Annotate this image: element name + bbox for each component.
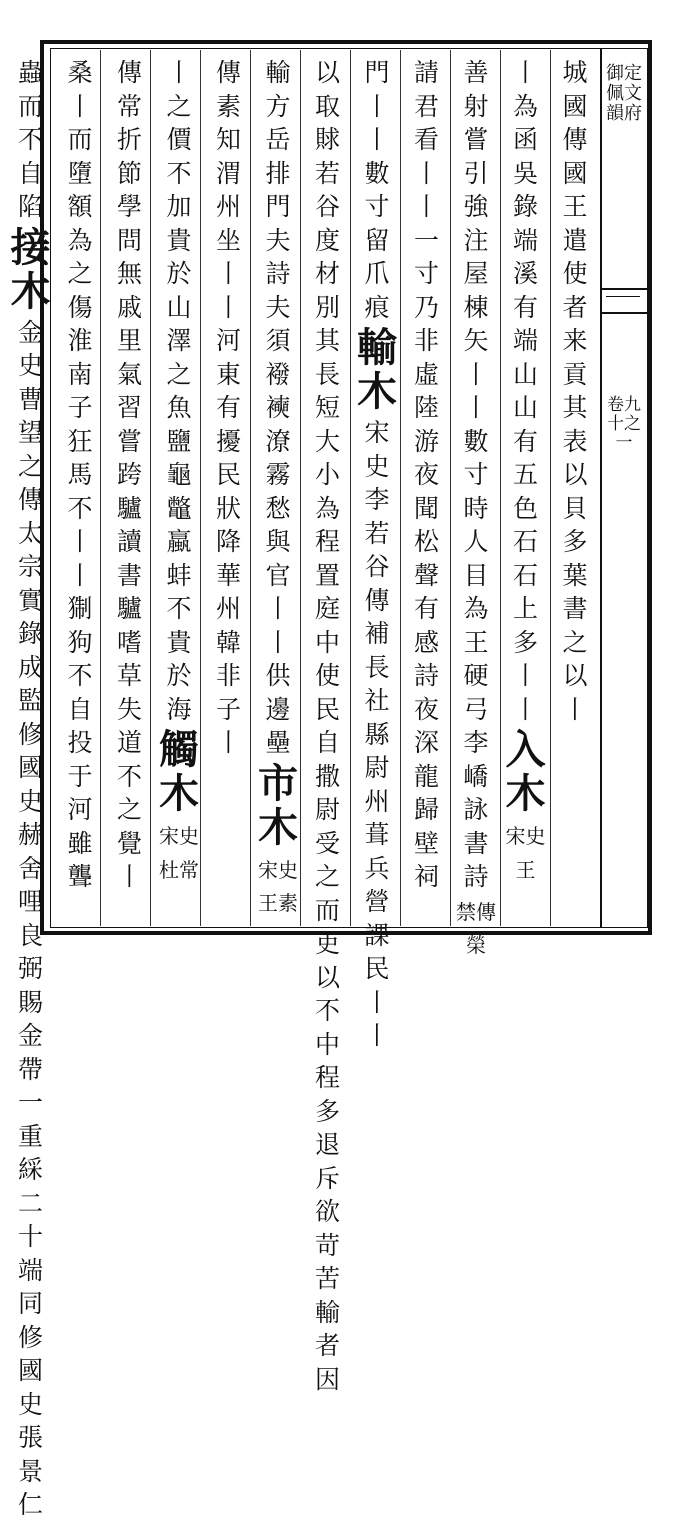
body-text: 以取賕若谷度材別其長短大小為程置庭中使民自 — [314, 58, 340, 757]
page-margin-strip — [600, 48, 648, 928]
column-rule — [550, 50, 551, 926]
column-rule — [400, 50, 401, 926]
column-rule — [450, 50, 451, 926]
annotation-text: 宋史王素 — [258, 857, 298, 915]
fishtail-mark — [600, 288, 648, 314]
text-column — [58, 56, 102, 894]
body-text: 丨之價不加貴於山澤之魚鹽龜鼈蠃蚌不貴於海 — [166, 58, 192, 724]
text-column — [9, 56, 53, 1522]
text-column — [405, 56, 449, 894]
annotation-text: 宋史王 — [505, 824, 546, 882]
text-column — [504, 56, 548, 885]
body-text: 宋史李若谷傳補長社縣尉州葺兵營課民丨丨 — [364, 418, 390, 1050]
body-text: 善射嘗引強注屋棟矢丨丨數寸時人目為王硬弓李嶠詠書詩 — [463, 58, 489, 891]
annotation-text: 宋史杜常 — [159, 824, 199, 882]
column-rule — [350, 50, 351, 926]
text-column — [355, 56, 399, 1053]
entry-heading: 輸木 — [357, 324, 397, 415]
body-text: 撒尉受之而吏以不中程多退斥欲苛苦輸者因 — [314, 761, 340, 1394]
body-text: 金史曹望之傳太宗實錄成監修國史赫舍哩良弼賜金帶一重綵二十端同修國史張景仁 — [17, 317, 43, 1519]
body-text: 輸方岳排門夫詩夫須襏襫潦霧愁與官丨丨供邊壘 — [265, 58, 291, 757]
text-column — [306, 56, 350, 1396]
text-column — [256, 56, 300, 919]
body-text: 傳素知渭州坐丨丨河東有擾民狀降華州韓非子丨 — [215, 58, 241, 757]
text-column — [553, 56, 597, 726]
body-text: 丨為函吳錄端溪有端山山有五色石石上多丨丨 — [512, 58, 538, 724]
book-title-margin: 御定佩文韻府 — [606, 63, 642, 124]
body-text: 門丨丨數寸留爪痕 — [364, 58, 390, 322]
text-column — [157, 56, 201, 885]
text-column — [207, 56, 251, 760]
body-text: 蟲而不自陷 — [17, 58, 43, 221]
entry-heading: 入木 — [505, 726, 546, 817]
entry-heading: 接木 — [10, 223, 51, 315]
text-column — [0, 56, 3, 190]
body-text: 桑丨而墮額為之傷淮南子狂馬不丨丨猘狗不自投于河雖聾 — [67, 58, 93, 891]
text-column — [454, 56, 498, 961]
annotation-text: 禁傳榮 — [456, 899, 496, 957]
body-text: 請君看丨丨一寸乃非虛陸游夜聞松聲有感詩夜深龍歸壁祠 — [413, 58, 439, 891]
column-rule — [500, 50, 501, 926]
body-text: 傳常折節學問無戚里氣習嘗跨驢讀書驢嗜草失道不之覺丨 — [116, 58, 142, 891]
entry-heading: 觸木 — [159, 726, 199, 817]
column-rule — [300, 50, 301, 926]
text-column — [108, 56, 152, 894]
volume-label: 卷九十之一 — [607, 395, 641, 453]
body-text: 城國傳國王遣使者来貢其表以貝多葉書之以丨 — [562, 58, 588, 724]
entry-heading: 市木 — [258, 759, 298, 851]
